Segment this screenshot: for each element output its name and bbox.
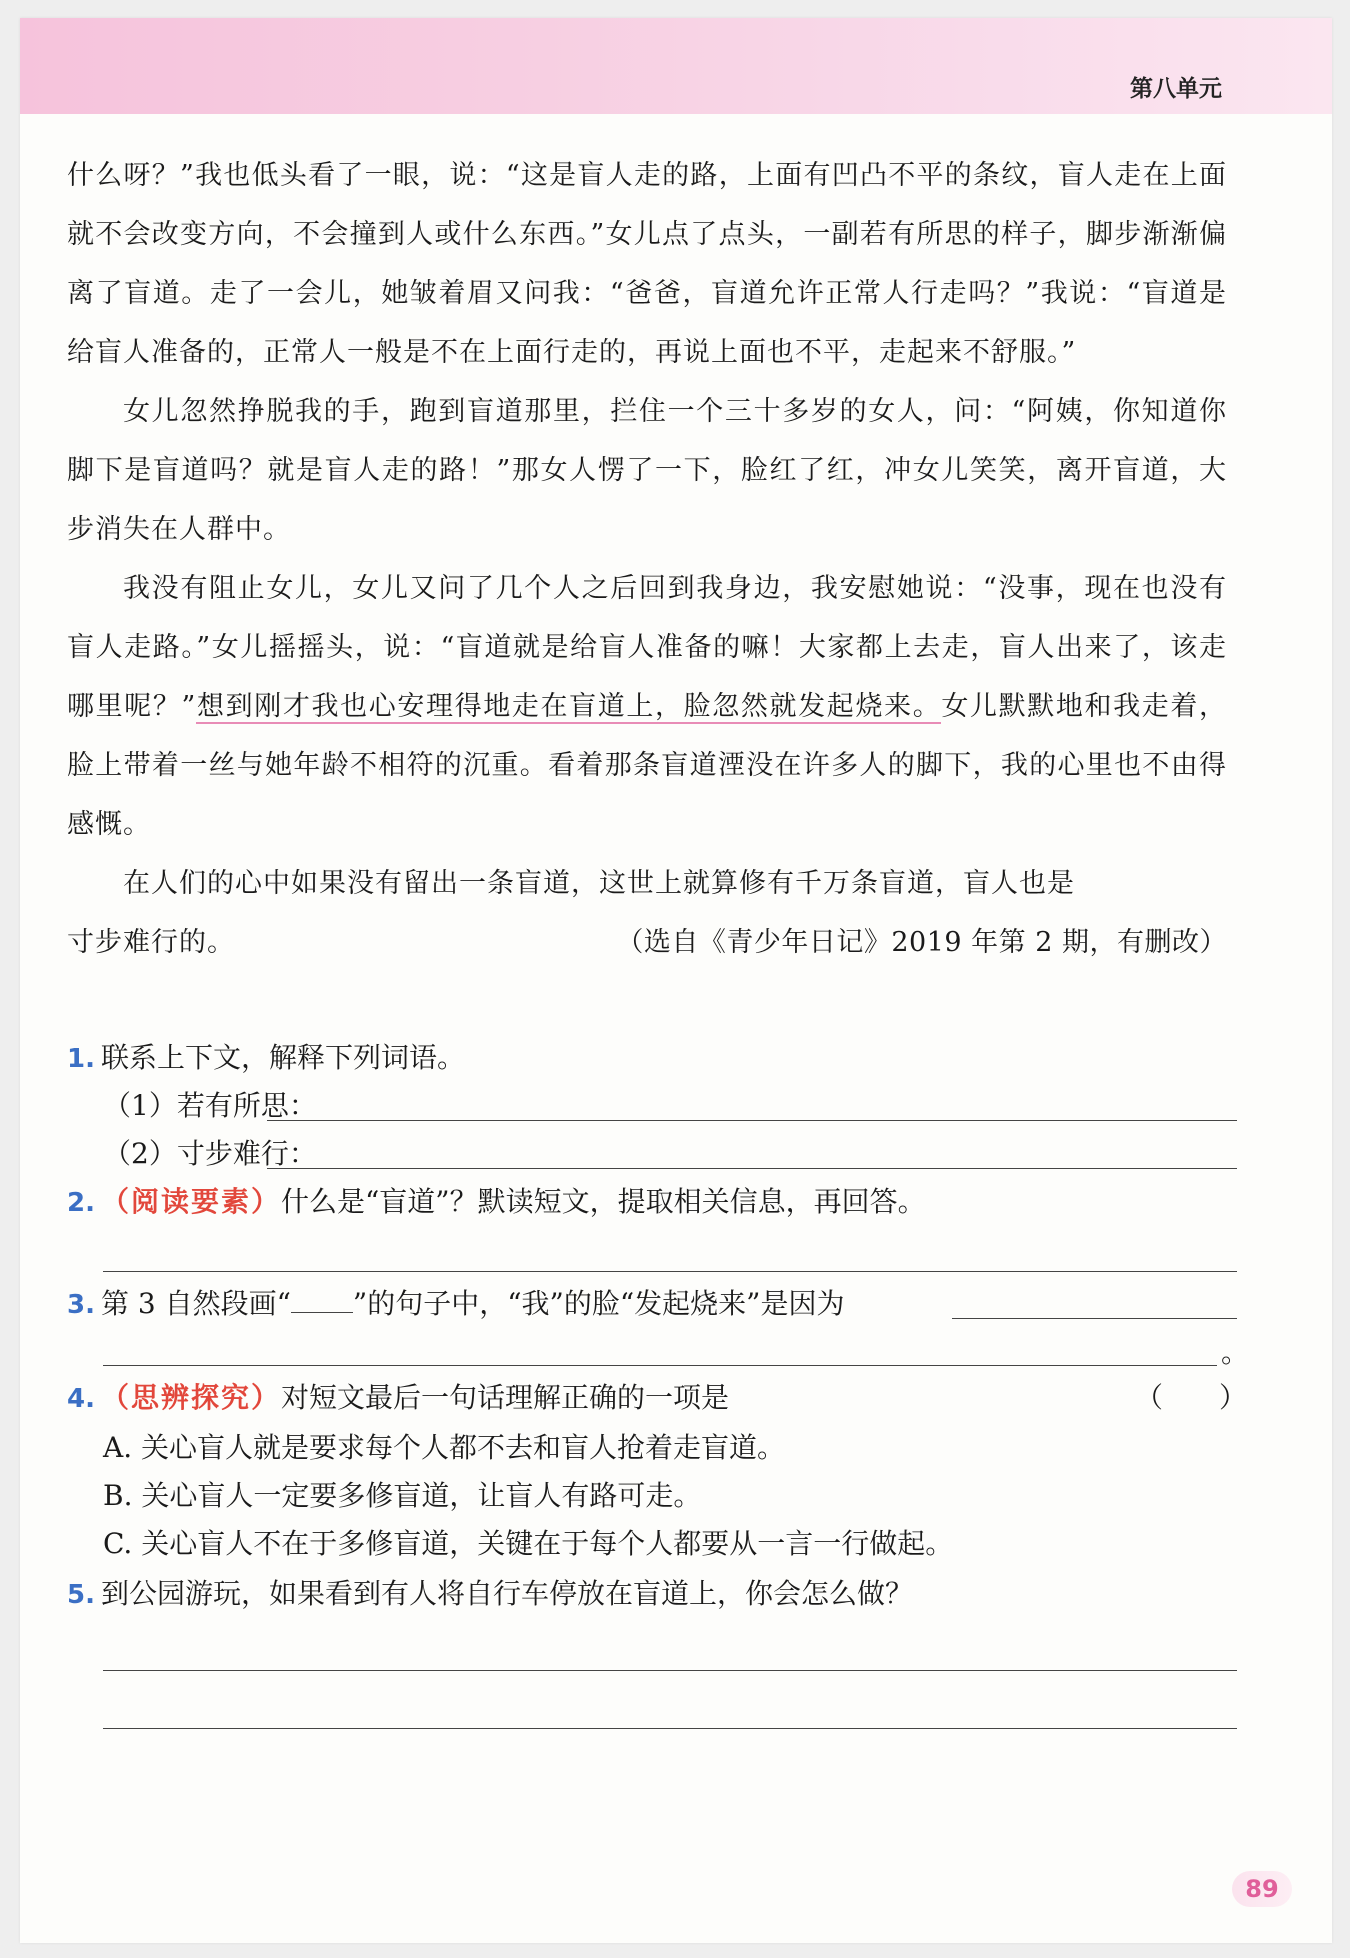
paragraph-1: 什么呀？”我也低头看了一眼，说：“这是盲人走的路，上面有凹凸不平的条纹，盲人走在上面就不会改变方向，不会撞到人或什么东西。”女儿点了点头，一副若有所思的样子，脚步渐渐偏离了盲道。走了一会儿，她皱着眉又问我：“爸爸，盲道允许正常人行走吗？”我说：“盲道是给盲人准备的，正常人一般是不在上面行走的，再说上面也不平，走起来不舒服。” (67, 160, 1227, 368)
paragraph-3-start: 我没有阻止女儿，女儿又问了几个人之后回到我身边，我安慰她说：“没事，现在也没有盲人走路。”女儿摇摇头，说：“盲道就是给盲人准备的嘛！大家都上去走，盲人出来了，该走哪里呢？” (67, 573, 1227, 722)
end-period: 。 (1221, 1336, 1250, 1369)
fill-blank[interactable] (291, 1282, 353, 1313)
question-4 (67, 1373, 1247, 1423)
paragraph-3 (67, 559, 1227, 854)
paragraph-4-end: 寸步难行的。 (67, 927, 235, 958)
question-number: 3. (67, 1290, 95, 1320)
question-5 (67, 1569, 1247, 1619)
answer-line-5-2[interactable] (103, 1728, 1237, 1729)
answer-line-3-2[interactable] (103, 1365, 1217, 1366)
paragraph-4: 在人们的心中如果没有留出一条盲道，这世上就算修有千万条盲道，盲人也是 (123, 868, 1075, 899)
question-tag: （思辨探究） (100, 1381, 281, 1414)
question-text-b: ”的句子中，“我”的脸“发起烧来”是因为 (352, 1287, 845, 1320)
question-text: 到公园游玩，如果看到有人将自行车停放在盲道上，你会怎么做？ (100, 1577, 913, 1610)
answer-bracket[interactable]: （ ） (1134, 1381, 1247, 1414)
answer-line-1-2[interactable] (267, 1168, 1237, 1169)
source-citation: （选自《青少年日记》2019 年第 2 期，有删改） (616, 927, 1227, 958)
underlined-sentence: 想到刚才我也心安理得地走在盲道上，脸忽然就发起烧来。 (196, 691, 942, 722)
paragraph-2: 女儿忽然挣脱我的手，跑到盲道那里，拦住一个三十多岁的女人，问：“阿姨，你知道你脚下是盲道吗？就是盲人走的路！”那女人愣了一下，脸红了红，冲女儿笑笑，离开盲道，大步消失在人群中。 (67, 396, 1227, 545)
option-a-text: A. 关心盲人就是要求每个人都不去和盲人抢着走盲道。 (103, 1431, 786, 1464)
question-text: 什么是“盲道”？默读短文，提取相关信息，再回答。 (280, 1185, 926, 1218)
question-number: 2. (67, 1188, 95, 1218)
sub-label: （2）寸步难行： (103, 1137, 317, 1170)
question-1 (67, 1033, 1247, 1083)
question-text: 对短文最后一句话理解正确的一项是 (280, 1381, 729, 1414)
option-b (103, 1471, 701, 1521)
header-banner (20, 18, 1332, 114)
sub-label: （1）若有所思： (103, 1089, 317, 1122)
option-b-text: B. 关心盲人一定要多修盲道，让盲人有路可走。 (103, 1479, 702, 1512)
workbook-page (20, 18, 1332, 1943)
question-text-a: 第 3 自然段画“ (100, 1287, 291, 1320)
question-2 (67, 1177, 1247, 1227)
unit-title: 第八单元 (1130, 76, 1222, 102)
question-text: 联系上下文，解释下列词语。 (100, 1041, 465, 1074)
question-1-sub-1 (103, 1081, 317, 1131)
question-number: 4. (67, 1384, 95, 1414)
answer-line-2[interactable] (103, 1271, 1237, 1272)
answer-line-3-1[interactable] (952, 1318, 1237, 1319)
paragraph-3-end: 女儿默默地和我走着，脸上带着一丝与她年龄不相符的沉重。看着那条盲道湮没在许多人的脚下，我的心里也不由得感慨。 (67, 691, 1228, 840)
option-c (103, 1519, 953, 1569)
question-1-sub-2 (103, 1129, 317, 1179)
answer-line-1-1[interactable] (267, 1120, 1237, 1121)
page-number: 89 (1232, 1871, 1292, 1907)
option-a (103, 1423, 785, 1473)
question-3 (67, 1279, 1247, 1329)
answer-line-5-1[interactable] (103, 1670, 1237, 1671)
question-number: 5. (67, 1580, 95, 1610)
option-c-text: C. 关心盲人不在于多修盲道，关键在于每个人都要从一言一行做起。 (103, 1527, 954, 1560)
question-number: 1. (67, 1044, 95, 1074)
reading-passage (67, 146, 1227, 972)
question-tag: （阅读要素） (100, 1185, 281, 1218)
source-line (67, 913, 1227, 972)
